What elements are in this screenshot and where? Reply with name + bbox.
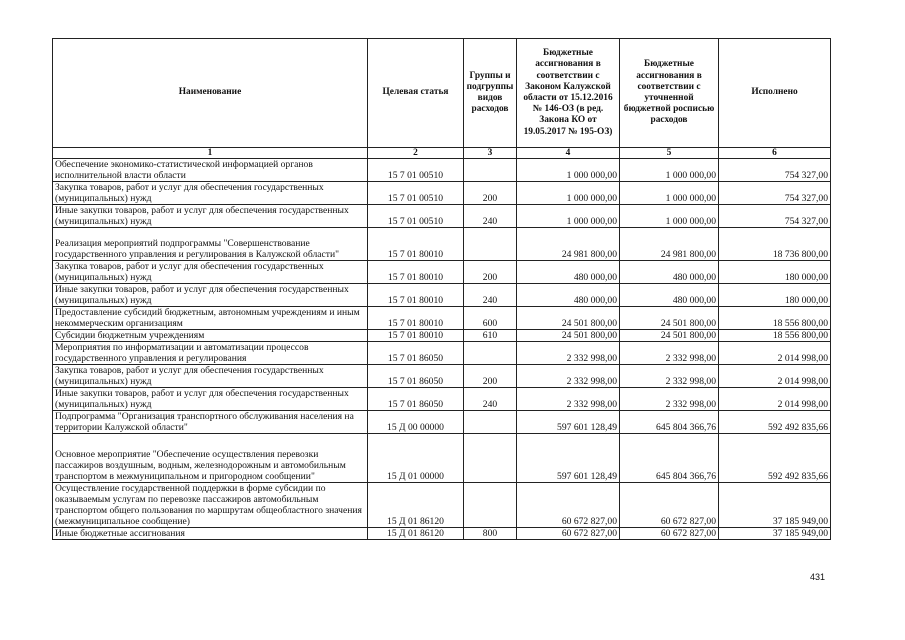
row-executed-amount: 18 556 800,00 (719, 330, 831, 342)
row-refined-amount: 645 804 366,76 (620, 434, 719, 483)
row-group (464, 159, 517, 182)
row-refined-amount: 1 000 000,00 (620, 159, 719, 182)
row-refined-amount: 2 332 998,00 (620, 388, 719, 411)
row-name: Закупка товаров, работ и услуг для обеспечения государственных (муниципальных) нужд (53, 365, 368, 388)
row-target-code: 15 Д 00 00000 (368, 411, 464, 434)
row-group (464, 411, 517, 434)
row-target-code: 15 7 01 80010 (368, 330, 464, 342)
row-group (464, 228, 517, 261)
column-number: 2 (368, 148, 464, 159)
header-name: Наименование (53, 39, 368, 148)
row-target-code: 15 Д 01 86120 (368, 528, 464, 540)
row-refined-amount: 480 000,00 (620, 284, 719, 307)
row-refined-amount: 1 000 000,00 (620, 205, 719, 228)
column-number: 6 (719, 148, 831, 159)
table-row (53, 528, 831, 540)
page-number: 431 (810, 572, 826, 582)
row-executed-amount: 180 000,00 (719, 261, 831, 284)
header-law-allocations: Бюджетные ассигнования в соответствии с Законом Калужской области от 15.12.2016 № 146-ОЗ (в ред. Закона КО от 19.05.2017 № 195-ОЗ) (517, 39, 620, 148)
row-group (464, 483, 517, 528)
table-row (53, 261, 831, 284)
row-name: Мероприятия по информатизации и автоматизации процессов государственного управления и регулирования (53, 342, 368, 365)
row-executed-amount: 592 492 835,66 (719, 411, 831, 434)
row-law-amount: 480 000,00 (517, 261, 620, 284)
row-refined-amount: 60 672 827,00 (620, 528, 719, 540)
row-refined-amount: 2 332 998,00 (620, 342, 719, 365)
table-row (53, 330, 831, 342)
row-name: Иные закупки товаров, работ и услуг для обеспечения государственных (муниципальных) нужд (53, 205, 368, 228)
row-group (464, 342, 517, 365)
row-executed-amount: 37 185 949,00 (719, 483, 831, 528)
row-target-code: 15 7 01 86050 (368, 342, 464, 365)
row-executed-amount: 18 736 800,00 (719, 228, 831, 261)
row-law-amount: 60 672 827,00 (517, 528, 620, 540)
table-row (53, 159, 831, 182)
row-refined-amount: 645 804 366,76 (620, 411, 719, 434)
row-group: 240 (464, 284, 517, 307)
column-number: 1 (53, 148, 368, 159)
table-row (53, 411, 831, 434)
row-group: 240 (464, 205, 517, 228)
row-target-code: 15 7 01 00510 (368, 205, 464, 228)
row-group: 200 (464, 182, 517, 205)
row-name: Осуществление государственной поддержки в форме субсидии по оказываемым услугам по перевозке пассажиров автомобильным транспортом общего пользования по маршрутам общеобластного значения (межмуниципальное сообщение) (53, 483, 368, 528)
row-name: Закупка товаров, работ и услуг для обеспечения государственных (муниципальных) нужд (53, 261, 368, 284)
row-name: Субсидии бюджетным учреждениям (53, 330, 368, 342)
row-group: 610 (464, 330, 517, 342)
row-target-code: 15 7 01 80010 (368, 261, 464, 284)
row-executed-amount: 2 014 998,00 (719, 388, 831, 411)
row-name: Иные закупки товаров, работ и услуг для обеспечения государственных (муниципальных) нужд (53, 388, 368, 411)
table-row (53, 228, 831, 261)
row-name: Предоставление субсидий бюджетным, автономным учреждениям и иным некоммерческим организациям (53, 307, 368, 330)
column-number: 5 (620, 148, 719, 159)
column-number-row (53, 148, 831, 159)
row-refined-amount: 24 981 800,00 (620, 228, 719, 261)
budget-table (52, 38, 831, 540)
row-law-amount: 24 981 800,00 (517, 228, 620, 261)
table-row (53, 434, 831, 483)
header-row (53, 39, 831, 148)
row-target-code: 15 7 01 00510 (368, 159, 464, 182)
row-executed-amount: 2 014 998,00 (719, 342, 831, 365)
row-target-code: 15 7 01 86050 (368, 365, 464, 388)
table-row (53, 342, 831, 365)
row-refined-amount: 60 672 827,00 (620, 483, 719, 528)
row-executed-amount: 2 014 998,00 (719, 365, 831, 388)
row-executed-amount: 592 492 835,66 (719, 434, 831, 483)
row-refined-amount: 480 000,00 (620, 261, 719, 284)
row-name: Иные закупки товаров, работ и услуг для обеспечения государственных (муниципальных) нужд (53, 284, 368, 307)
row-law-amount: 1 000 000,00 (517, 182, 620, 205)
row-executed-amount: 37 185 949,00 (719, 528, 831, 540)
row-law-amount: 2 332 998,00 (517, 365, 620, 388)
row-name: Обеспечение экономико-статистической информацией органов исполнительной власти области (53, 159, 368, 182)
row-refined-amount: 2 332 998,00 (620, 365, 719, 388)
row-refined-amount: 1 000 000,00 (620, 182, 719, 205)
column-number: 4 (517, 148, 620, 159)
row-law-amount: 597 601 128,49 (517, 434, 620, 483)
header-executed: Исполнено (719, 39, 831, 148)
row-executed-amount: 180 000,00 (719, 284, 831, 307)
row-target-code: 15 7 01 80010 (368, 284, 464, 307)
row-law-amount: 480 000,00 (517, 284, 620, 307)
row-law-amount: 597 601 128,49 (517, 411, 620, 434)
column-number: 3 (464, 148, 517, 159)
row-target-code: 15 7 01 80010 (368, 307, 464, 330)
row-name: Подпрограмма "Организация транспортного обслуживания населения на территории Калужской области" (53, 411, 368, 434)
row-target-code: 15 Д 01 86120 (368, 483, 464, 528)
row-target-code: 15 7 01 00510 (368, 182, 464, 205)
row-group: 800 (464, 528, 517, 540)
row-law-amount: 1 000 000,00 (517, 159, 620, 182)
row-name: Закупка товаров, работ и услуг для обеспечения государственных (муниципальных) нужд (53, 182, 368, 205)
row-law-amount: 24 501 800,00 (517, 307, 620, 330)
header-expense-groups: Группы и подгруппы видов расходов (464, 39, 517, 148)
row-target-code: 15 7 01 86050 (368, 388, 464, 411)
row-law-amount: 1 000 000,00 (517, 205, 620, 228)
table-row (53, 205, 831, 228)
table-row (53, 182, 831, 205)
header-target-article: Целевая статья (368, 39, 464, 148)
table-row (53, 365, 831, 388)
row-refined-amount: 24 501 800,00 (620, 330, 719, 342)
row-group: 600 (464, 307, 517, 330)
row-name: Реализация мероприятий подпрограммы "Совершенствование государственного управления и регулирования в Калужской области" (53, 228, 368, 261)
table-row (53, 307, 831, 330)
row-group: 240 (464, 388, 517, 411)
row-executed-amount: 754 327,00 (719, 159, 831, 182)
table-row (53, 483, 831, 528)
row-executed-amount: 18 556 800,00 (719, 307, 831, 330)
table-row (53, 284, 831, 307)
row-law-amount: 24 501 800,00 (517, 330, 620, 342)
row-executed-amount: 754 327,00 (719, 205, 831, 228)
row-group: 200 (464, 261, 517, 284)
row-target-code: 15 Д 01 00000 (368, 434, 464, 483)
table-row (53, 388, 831, 411)
row-target-code: 15 7 01 80010 (368, 228, 464, 261)
row-group: 200 (464, 365, 517, 388)
row-name: Иные бюджетные ассигнования (53, 528, 368, 540)
row-group (464, 434, 517, 483)
row-law-amount: 2 332 998,00 (517, 388, 620, 411)
header-refined-allocations: Бюджетные ассигнования в соответствии с уточненной бюджетной росписью расходов (620, 39, 719, 148)
row-refined-amount: 24 501 800,00 (620, 307, 719, 330)
row-executed-amount: 754 327,00 (719, 182, 831, 205)
row-law-amount: 60 672 827,00 (517, 483, 620, 528)
row-law-amount: 2 332 998,00 (517, 342, 620, 365)
row-name: Основное мероприятие "Обеспечение осуществления перевозки пассажиров воздушным, водным, железнодорожным и автомобильным транспортом в межмуниципальном и пригородном сообщении" (53, 434, 368, 483)
